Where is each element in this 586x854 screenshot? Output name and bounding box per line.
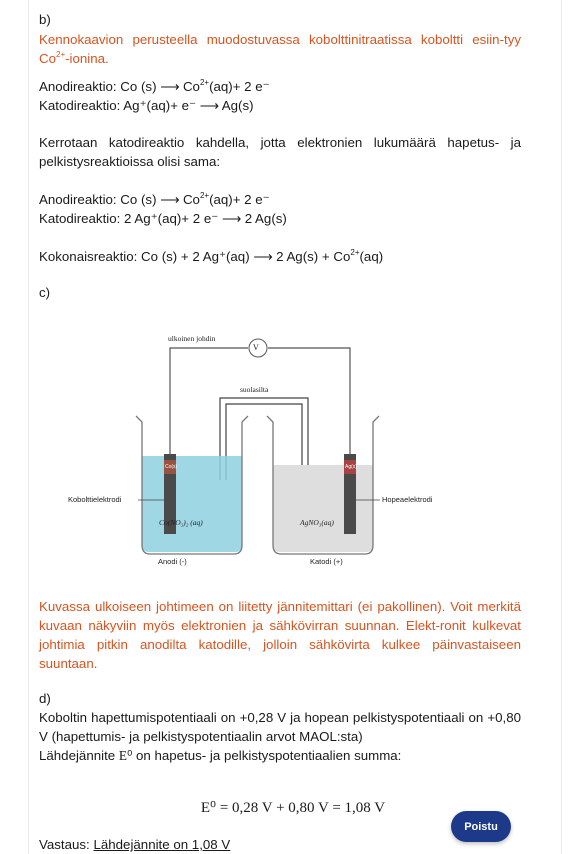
cobalt-electrode-label: Kobolttielektrodi (68, 495, 122, 504)
silver-nitrate-solution-label: AgNO₃(aq) (300, 518, 334, 527)
silver-electrode-label: Hopeaelektrodi (382, 495, 433, 504)
external-wire-label: ulkoinen johdin (168, 334, 216, 343)
part-d-potentials: Koboltin hapettumispotentiaali on +0,28 V ja hopean pelkistyspotentiaali on +0,80 V (hapettumis- ja pelkistyspotentiaalin arvot MAOL:sta) (39, 710, 521, 744)
total-reaction: Kokonaisreaktio: Co (s) + 2 Ag⁺(aq) ⟶ 2 $Ag(s) + Co^{2+}(aq)$ (39, 247, 384, 264)
galvanic-cell-drawing (60, 330, 480, 575)
silver-rod-label: Ag(s) (345, 464, 357, 470)
part-d-emf-definition: Lähdejännite E⁰ on hapetus- ja pelkistyspotentiaalien summa: (39, 748, 402, 763)
answer: Vastaus: Lähdejännite on 1,08 V (39, 837, 231, 852)
voltmeter-symbol: V (253, 343, 259, 352)
cathode-reaction-1: Katodireaktio: Ag⁺(aq)+ e⁻ ⟶ Ag(s) (39, 98, 254, 113)
cathode-label: Katodi (+) (310, 557, 343, 566)
part-c-explanation: Kuvassa ulkoiseen johtimeen on liitetty jännitemittari (ei pakollinen). Voit merkitä kuvaan näkyviin myös elektronien ja sähkövirran suunnan. Elekt-ronit kulkevat johtimia pitkin anodilta katodille, jolloin sähkövirta kulkee päinvastaiseen suuntaan. (39, 599, 521, 671)
cobalt-rod-label: Co(s) (165, 464, 178, 470)
part-b-intro: Kennokaavion perusteella muodostuvassa kobolttinitraatissa koboltti esiin-tyy $Co^{2+}$-ionina. (39, 32, 521, 66)
exit-button[interactable]: Poistu (451, 811, 511, 842)
part-d-heading: d) (39, 691, 51, 706)
multiply-explanation: Kerrotaan katodireaktio kahdella, jotta elektronien lukumäärä hapetus- ja pelkistysreaktioissa olisi sama: (39, 135, 521, 169)
salt-bridge-label: suolasilta (240, 385, 269, 394)
emf-equation: E⁰ = 0,28 V + 0,80 V = 1,08 V (200, 800, 386, 816)
anode-label: Anodi (-) (158, 557, 187, 566)
part-c-heading: c) (39, 285, 51, 300)
answer-value: Lähdejännite on 1,08 V (93, 837, 231, 852)
cobalt-nitrate-solution-label: Co(NO₃)₂ (aq) (159, 518, 203, 527)
anode-reaction-1: Anodireaktio: Co (s) ⟶ $Co^{2+}(aq)+ 2$ e⁻ (39, 77, 270, 94)
anode-reaction-2: Anodireaktio: Co (s) ⟶ $Co^{2+}(aq)+ 2$ e⁻ (39, 190, 270, 207)
part-b-heading: b) (39, 12, 51, 27)
cathode-reaction-2: Katodireaktio: 2 Ag⁺(aq)+ 2 e⁻ ⟶ 2 Ag(s) (39, 211, 287, 226)
galvanic-cell-figure (60, 330, 480, 575)
